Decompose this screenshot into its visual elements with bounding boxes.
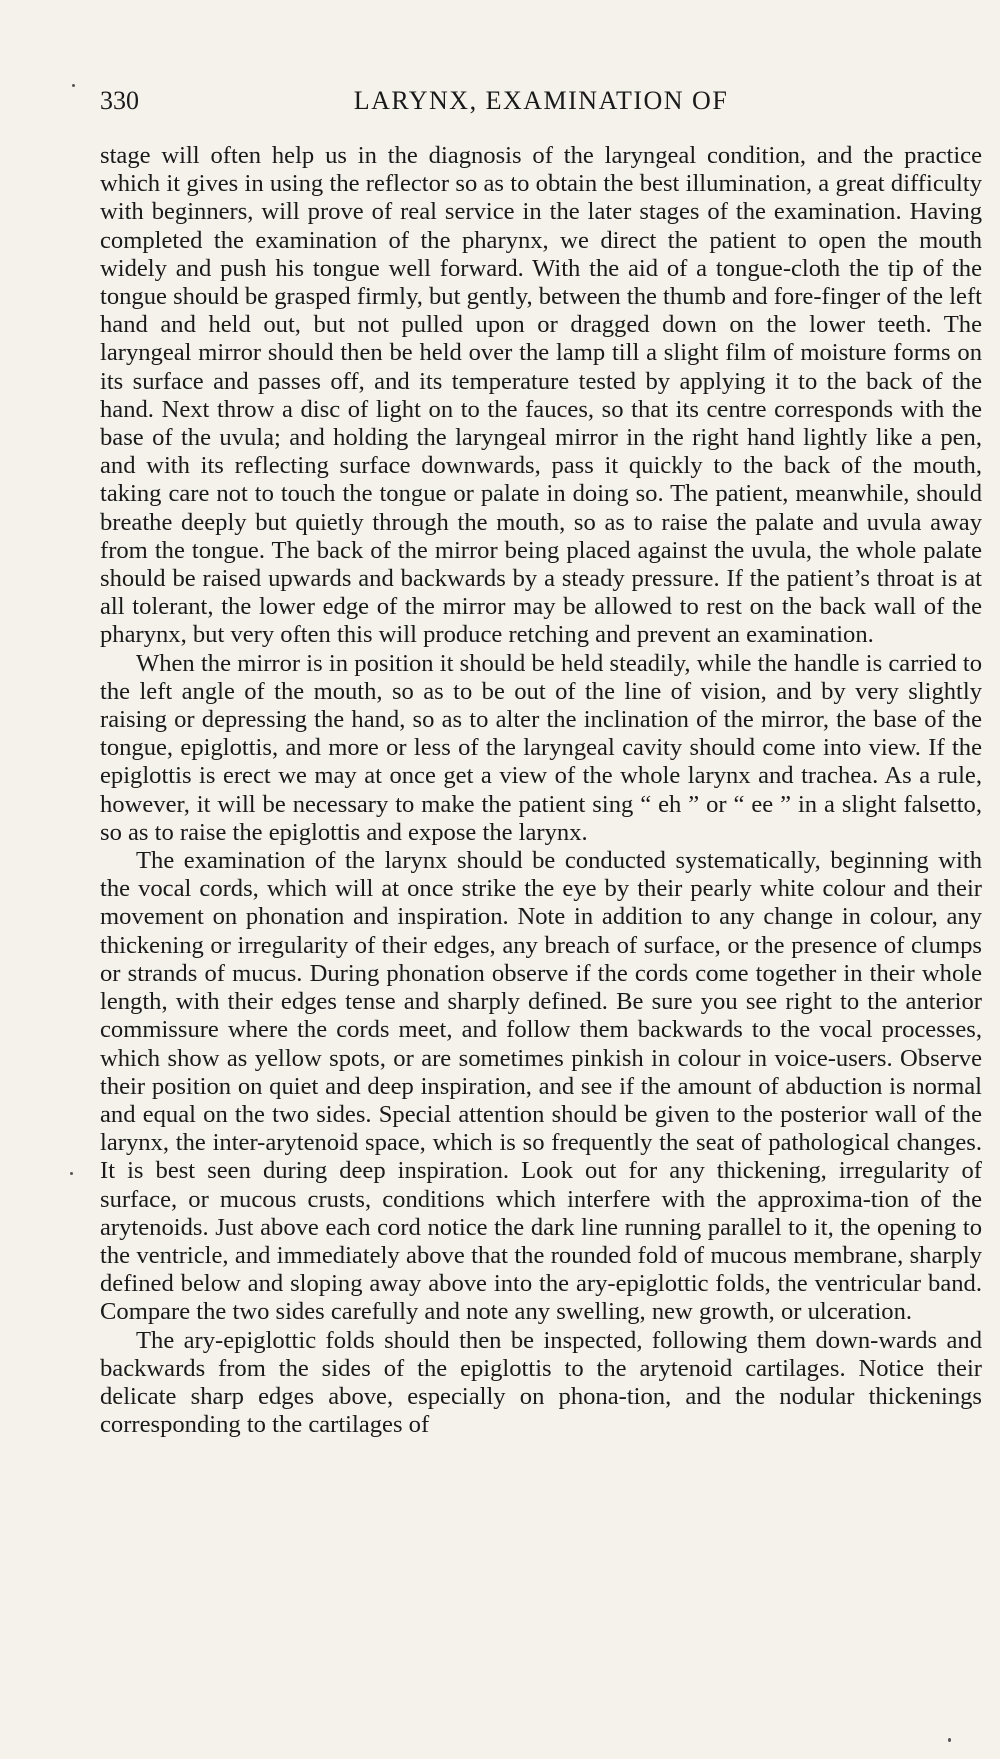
paragraph-3: The examination of the larynx should be conducted systematically, beginning with the vocal cords, which will at once strike the eye by their pearly white colour and their movement on phonation and inspiration. Note in addition to any change in colour, any thickening or irregularity of their edges, any breach of surface, or the presence of clumps or strands of mucus. During phonation observe if the cords come together in their whole length, with their edges tense and sharply defined. Be sure you see right to the anterior commissure where the cords meet, and follow them backwards to the vocal processes, which show as yellow spots, or are sometimes pinkish in colour in voice-users. Observe their position on quiet and deep inspiration, and see if the amount of abduction is normal and equal on the two sides. Special attention should be given to the posterior wall of the larynx, the inter-arytenoid space, which is so frequently the seat of pathological changes. It is best seen during deep inspiration. Look out for any thickening, irregularity of surface, or mucous crusts, conditions which interfere with the approxima-tion of the arytenoids. Just above each cord notice the dark line running parallel to it, the opening to the ventricle, and immediately above that the rounded fold of mucous membrane, sharply defined below and sloping away above into the ary-epiglottic folds, the ventricular band. Compare the two sides carefully and note any swelling, new growth, or ulceration. [100,847,982,1326]
page-number: 330 [100,86,139,115]
print-speck [70,1172,73,1175]
print-speck [948,1738,951,1742]
paragraph-2: When the mirror is in position it should be held steadily, while the handle is carried to the left angle of the mouth, so as to be out of the line of vision, and by very slightly raising or depressing the hand, so as to alter the inclination of the mirror, the base of the tongue, epiglottis, and more or less of the laryngeal cavity should come into view. If the epiglottis is erect we may at once get a view of the whole larynx and trachea. As a rule, however, it will be necessary to make the patient sing “ eh ” or “ ee ” in a slight falsetto, so as to raise the epiglottis and expose the larynx. [100,649,982,846]
paragraph-1: stage will often help us in the diagnosis of the laryngeal condition, and the practice which it gives in using the reflector so as to obtain the best illumination, a great difficulty with beginners, will prove of real service in the later stages of the examination. Having completed the examination of the pharynx, we direct the patient to open the mouth widely and push his tongue well forward. With the aid of a tongue-cloth the tip of the tongue should be grasped firmly, but gently, between the thumb and fore-finger of the left hand and held out, but not pulled upon or dragged down on the lower teeth. The laryngeal mirror should then be held over the lamp till a slight film of moisture forms on its surface and passes off, and its temperature tested by applying it to the back of the hand. Next throw a disc of light on to the fauces, so that its centre corresponds with the base of the uvula; and holding the laryngeal mirror in the right hand lightly like a pen, and with its reflecting surface downwards, pass it quickly to the back of the mouth, taking care not to touch the tongue or palate in doing so. The patient, meanwhile, should breathe deeply but quietly through the mouth, so as to raise the palate and uvula away from the tongue. The back of the mirror being placed against the uvula, the whole palate should be raised upwards and backwards by a steady pressure. If the patient’s throat is at all tolerant, the lower edge of the mirror may be allowed to rest on the back wall of the pharynx, but very often this will produce retching and prevent an examination. [100,142,982,649]
running-head: LARYNX, EXAMINATION OF [353,86,729,115]
print-speck [72,84,75,87]
body-text [100,142,982,1439]
page-header [100,86,982,126]
paragraph-4: The ary-epiglottic folds should then be inspected, following them down-wards and backwards from the sides of the epiglottis to the arytenoid cartilages. Notice their delicate sharp edges above, especially on phona-tion, and the nodular thickenings corresponding to the cartilages of [100,1326,982,1439]
